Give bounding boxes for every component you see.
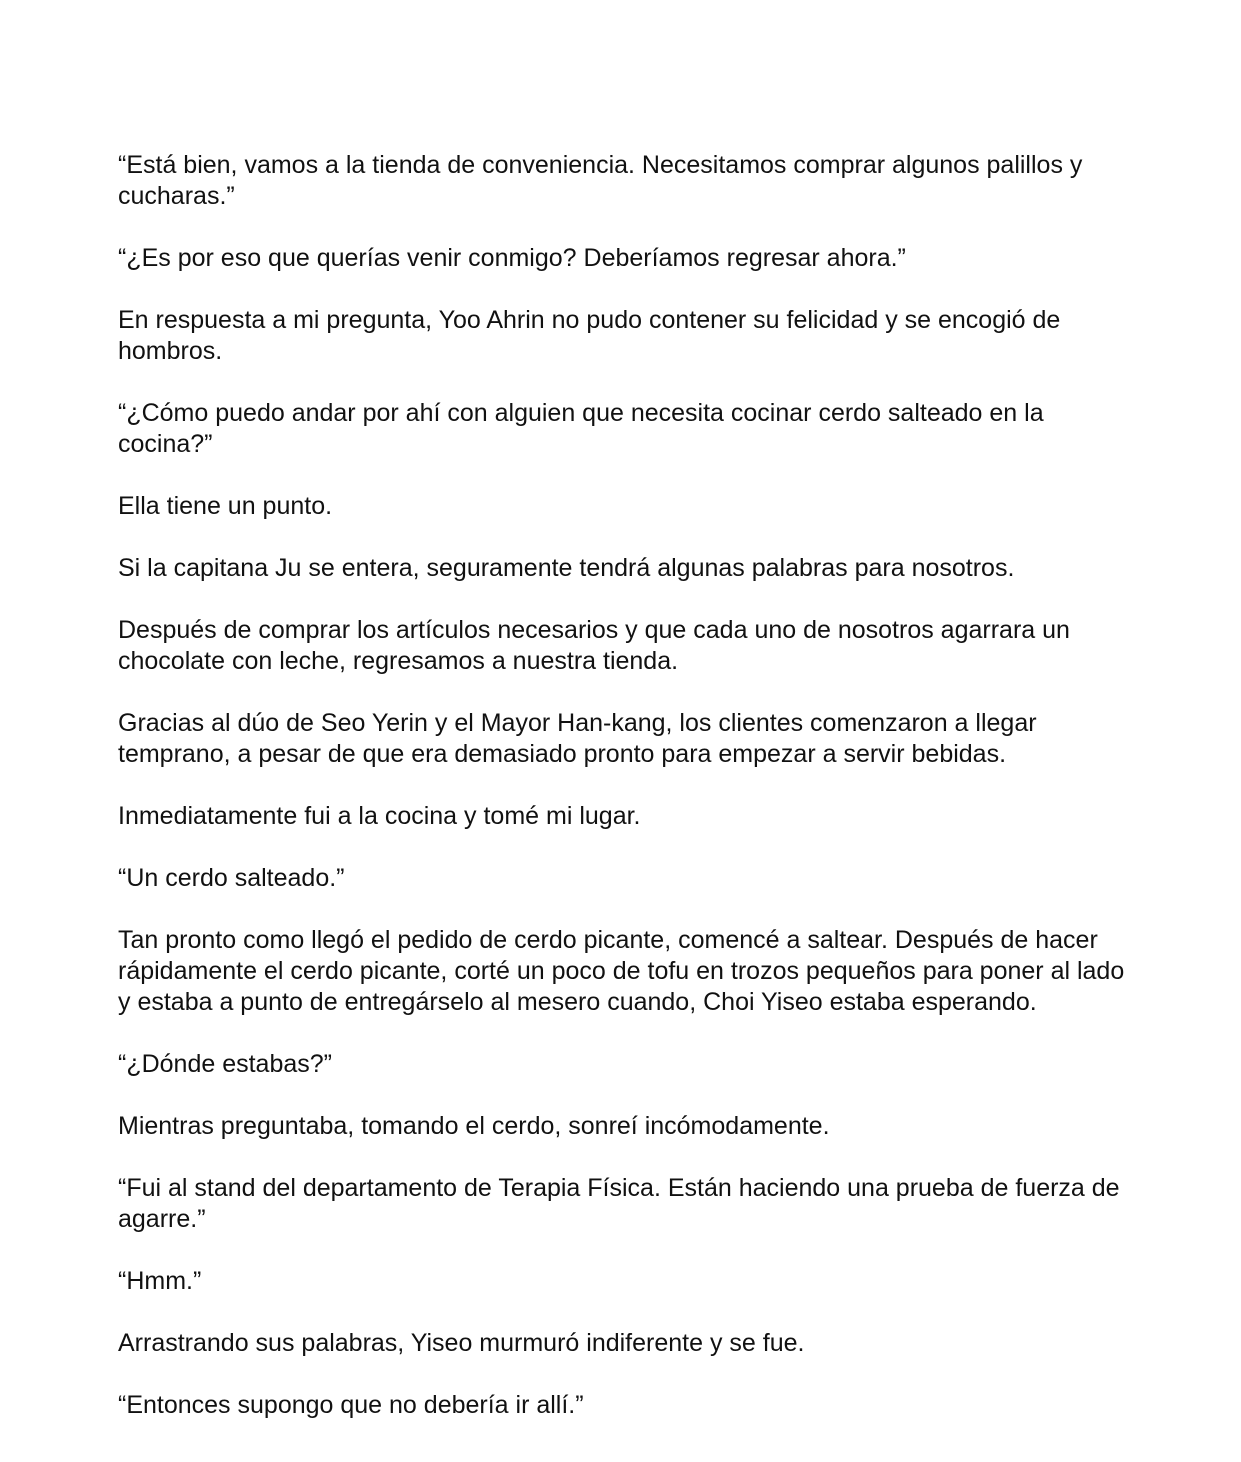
- paragraph: “¿Cómo puedo andar por ahí con alguien que necesita cocinar cerdo salteado en la cocina?”: [118, 399, 1044, 458]
- paragraph: “Entonces supongo que no debería ir allí.”: [118, 1391, 584, 1419]
- paragraph: En respuesta a mi pregunta, Yoo Ahrin no pudo contener su felicidad y se encogió de hombros.: [118, 306, 1061, 365]
- paragraph: “Está bien, vamos a la tienda de conveniencia. Necesitamos comprar algunos palillos y cucharas.”: [118, 151, 1083, 210]
- paragraph: “¿Dónde estabas?”: [118, 1050, 333, 1078]
- paragraph: “Un cerdo salteado.”: [118, 864, 345, 892]
- paragraph: Ella tiene un punto.: [118, 492, 333, 520]
- paragraph: Arrastrando sus palabras, Yiseo murmuró indiferente y se fue.: [118, 1329, 805, 1357]
- paragraph: Si la capitana Ju se entera, seguramente tendrá algunas palabras para nosotros.: [118, 554, 1015, 582]
- document-body: [118, 150, 1128, 1452]
- paragraph: Mientras preguntaba, tomando el cerdo, sonreí incómodamente.: [118, 1112, 830, 1140]
- paragraph: “Fui al stand del departamento de Terapia Física. Están haciendo una prueba de fuerza de agarre.”: [118, 1174, 1120, 1233]
- paragraph: Después de comprar los artículos necesarios y que cada uno de nosotros agarrara un chocolate con leche, regresamos a nuestra tienda.: [118, 616, 1070, 675]
- paragraph: Gracias al dúo de Seo Yerin y el Mayor Han-kang, los clientes comenzaron a llegar temprano, a pesar de que era demasiado pronto para empezar a servir bebidas.: [118, 709, 1037, 768]
- paragraph: “¿Es por eso que querías venir conmigo? Deberíamos regresar ahora.”: [118, 244, 906, 272]
- paragraph: Inmediatamente fui a la cocina y tomé mi lugar.: [118, 802, 641, 830]
- paragraph: Tan pronto como llegó el pedido de cerdo picante, comencé a saltear. Después de hacer rápidamente el cerdo picante, corté un poco de tofu en trozos pequeños para poner al lado y estaba a punto de entregárselo al mesero cuando, Choi Yiseo estaba esperando.: [118, 926, 1125, 1016]
- paragraph: “Hmm.”: [118, 1267, 202, 1295]
